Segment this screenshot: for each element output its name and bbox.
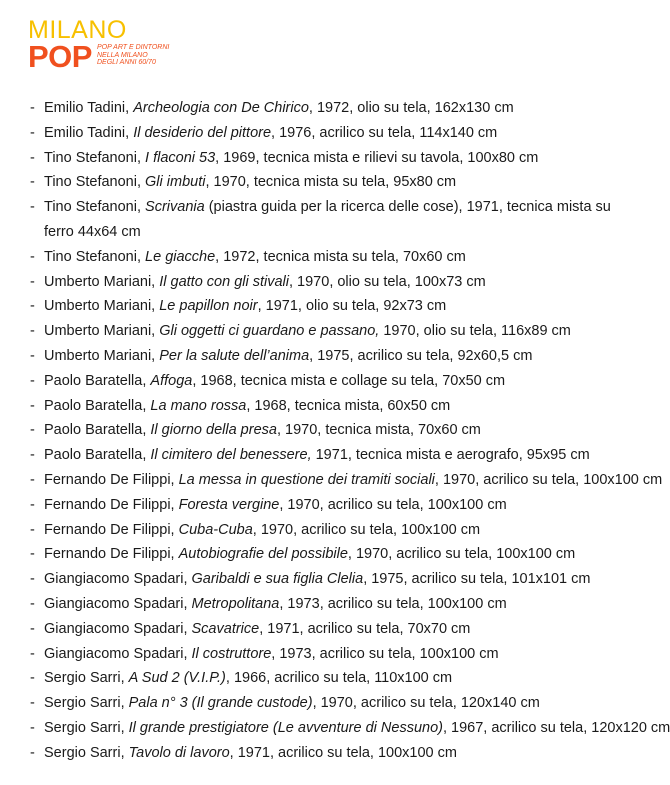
artwork-list-item: - Fernando De Filippi, Autobiografie del possibile, 1970, acrilico su tela, 100x100 cm — [30, 542, 640, 567]
artist-name: Tino Stefanoni — [44, 199, 137, 216]
artwork-title: Gli oggetti ci guardano e passano, — [159, 323, 380, 340]
artwork-details: , 1973, acrilico su tela, 100x100 cm — [271, 645, 499, 662]
artwork-title: Le giacche — [145, 248, 216, 265]
artist-name: Giangiacomo Spadari — [44, 571, 184, 588]
artwork-title: Scavatrice — [191, 620, 260, 637]
logo-tagline-line: DEGLI ANNI 60/70 — [96, 59, 156, 66]
list-bullet: - — [30, 273, 35, 290]
artwork-list-item: - Paolo Baratella, Il giorno della presa, 1970, tecnica mista, 70x60 cm — [30, 418, 640, 443]
artwork-list-item: - Fernando De Filippi, Cuba-Cuba, 1970, acrilico su tela, 100x100 cm — [30, 518, 640, 543]
artworks-list — [30, 96, 670, 766]
artwork-list-item: - Fernando De Filippi, La messa in questione dei tramiti sociali, 1970, acrilico su tela, 100x100 cm — [30, 468, 640, 493]
artist-name: Umberto Mariani — [44, 298, 152, 315]
artwork-list-item: - Paolo Baratella, La mano rossa, 1968, tecnica mista, 60x50 cm — [30, 394, 640, 419]
artwork-details: , 1976, acrilico su tela, 114x140 cm — [271, 124, 498, 141]
artwork-title: Gli imbuti — [145, 174, 206, 191]
artwork-list-item: - Paolo Baratella, Il cimitero del benessere, 1971, tecnica mista e aerografo, 95x95 cm — [30, 443, 640, 468]
artwork-list-item: - Tino Stefanoni, Gli imbuti, 1970, tecnica mista su tela, 95x80 cm — [30, 170, 640, 195]
artist-name: Paolo Baratella — [44, 372, 143, 389]
artwork-details: , 1975, acrilico su tela, 101x101 cm — [363, 571, 591, 588]
artwork-details: , 1970, acrilico su tela, 100x100 cm — [279, 496, 507, 513]
list-bullet: - — [30, 645, 35, 662]
list-bullet: - — [30, 372, 35, 389]
artwork-title: La messa in questione dei tramiti sociali — [178, 471, 435, 488]
artwork-details: , 1972, tecnica mista su tela, 70x60 cm — [215, 248, 466, 265]
artwork-list-item: - Tino Stefanoni, Le giacche, 1972, tecnica mista su tela, 70x60 cm — [30, 245, 640, 270]
artwork-title: Il desiderio del pittore — [133, 124, 272, 141]
artwork-title: Le papillon noir — [159, 298, 258, 315]
artwork-title: A Sud 2 (V.I.P.) — [128, 670, 226, 687]
artwork-details: , 1970, olio su tela, 100x73 cm — [289, 273, 486, 290]
artist-name: Paolo Baratella — [44, 447, 143, 464]
artwork-details: , 1975, acrilico su tela, 92x60,5 cm — [309, 347, 533, 364]
artwork-list-item: - Umberto Mariani, Per la salute dell’anima, 1975, acrilico su tela, 92x60,5 cm — [30, 344, 640, 369]
artwork-title: Affoga — [150, 372, 193, 389]
artwork-list-item: - Giangiacomo Spadari, Il costruttore, 1973, acrilico su tela, 100x100 cm — [30, 642, 640, 667]
artwork-title: Il giorno della presa — [150, 422, 277, 439]
artist-name: Tino Stefanoni — [44, 174, 137, 191]
artist-name: Tino Stefanoni — [44, 149, 137, 166]
logo-tagline-line: NELLA MILANO — [96, 51, 148, 59]
artwork-list-item: - Paolo Baratella, Affoga, 1968, tecnica mista e collage su tela, 70x50 cm — [30, 369, 640, 394]
list-bullet: - — [30, 471, 35, 488]
artwork-title: Il costruttore — [191, 645, 272, 662]
artist-name: Sergio Sarri — [44, 670, 121, 687]
artwork-title: Il gatto con gli stivali — [159, 273, 289, 290]
artwork-details: , 1970, tecnica mista su tela, 95x80 cm — [205, 174, 457, 191]
artwork-list-item: - Umberto Mariani, Le papillon noir, 1971, olio su tela, 92x73 cm — [30, 294, 640, 319]
artwork-list-item: - Sergio Sarri, Il grande prestigiatore (Le avventure di Nessuno), 1967, acrilico su tela, 120x120 cm — [30, 716, 640, 741]
artwork-list-item: - Tino Stefanoni, I flaconi 53, 1969, tecnica mista e rilievi su tavola, 100x80 cm — [30, 146, 640, 171]
artist-name: Giangiacomo Spadari — [44, 645, 184, 662]
logo-tagline — [97, 44, 169, 67]
list-bullet: - — [30, 323, 35, 340]
list-bullet: - — [30, 546, 35, 563]
logo-row — [28, 39, 170, 74]
list-bullet: - — [30, 149, 35, 166]
artwork-details: , 1970, acrilico su tela, 100x100 cm — [434, 471, 663, 488]
artwork-list-item: - Giangiacomo Spadari, Garibaldi e sua figlia Clelia, 1975, acrilico su tela, 101x101 cm — [30, 567, 640, 592]
list-bullet: - — [30, 298, 35, 315]
artwork-title: Foresta vergine — [178, 496, 280, 513]
list-bullet: - — [30, 397, 35, 414]
artist-name: Emilio Tadini — [44, 124, 126, 141]
artist-name: Umberto Mariani — [44, 273, 152, 290]
artwork-details: , 1968, tecnica mista e collage su tela, 70x50 cm — [192, 372, 506, 389]
artwork-list-item: - Giangiacomo Spadari, Metropolitana, 1973, acrilico su tela, 100x100 cm — [30, 592, 640, 617]
artwork-details: 1970, olio su tela, 116x89 cm — [379, 323, 571, 340]
milano-pop-logo — [28, 16, 170, 74]
artist-name: Umberto Mariani — [44, 323, 152, 340]
artist-name: Sergio Sarri — [44, 719, 121, 736]
logo-milano-text: MILANO — [28, 16, 127, 44]
logo-pop-text: POP — [28, 39, 92, 74]
list-bullet: - — [30, 496, 35, 513]
artist-name: Tino Stefanoni — [44, 248, 137, 265]
artwork-details: , 1971, olio su tela, 92x73 cm — [257, 298, 447, 315]
artwork-title: Archeologia con De Chirico — [133, 100, 309, 116]
artist-name: Fernando De Filippi — [44, 546, 171, 563]
artwork-details: , 1970, acrilico su tela, 120x140 cm — [312, 695, 540, 712]
artwork-details: , 1970, acrilico su tela, 100x100 cm — [252, 521, 481, 538]
artist-name: Giangiacomo Spadari — [44, 595, 184, 612]
list-bullet: - — [30, 422, 35, 439]
artwork-list-item: - Sergio Sarri, Tavolo di lavoro, 1971, acrilico su tela, 100x100 cm — [30, 741, 640, 766]
list-bullet: - — [30, 199, 35, 216]
artwork-list-item: - Sergio Sarri, A Sud 2 (V.I.P.), 1966, acrilico su tela, 110x100 cm — [30, 666, 640, 691]
artwork-list-item: - Umberto Mariani, Il gatto con gli stivali, 1970, olio su tela, 100x73 cm — [30, 270, 640, 295]
artwork-details: , 1971, acrilico su tela, 70x70 cm — [259, 620, 471, 637]
artwork-details: , 1970, acrilico su tela, 100x100 cm — [347, 546, 576, 563]
artwork-list-item: - Emilio Tadini, Archeologia con De Chirico, 1972, olio su tela, 162x130 cm — [30, 96, 640, 121]
artwork-list-item: - Umberto Mariani, Gli oggetti ci guardano e passano, 1970, olio su tela, 116x89 cm — [30, 319, 640, 344]
list-bullet: - — [30, 595, 35, 612]
artist-name: Sergio Sarri — [44, 744, 121, 761]
artist-name: Fernando De Filippi — [44, 521, 171, 538]
list-bullet: - — [30, 174, 35, 191]
artist-name: Giangiacomo Spadari — [44, 620, 184, 637]
artwork-title: La mano rossa — [150, 397, 247, 414]
artwork-details: , 1966, acrilico su tela, 110x100 cm — [225, 670, 453, 687]
logo-tagline-line: POP ART E DINTORNI — [96, 44, 170, 51]
artwork-details: , 1969, tecnica mista e rilievi su tavola, 100x80 cm — [215, 149, 539, 166]
list-bullet: - — [30, 620, 35, 637]
list-bullet: - — [30, 248, 35, 265]
list-bullet: - — [30, 447, 35, 464]
artwork-details: , 1970, tecnica mista, 70x60 cm — [276, 422, 481, 439]
artwork-details: , 1972, olio su tela, 162x130 cm — [308, 100, 514, 116]
list-bullet: - — [30, 124, 35, 141]
list-bullet: - — [30, 670, 35, 687]
artwork-title: Scrivania — [145, 199, 205, 216]
artist-name: Umberto Mariani — [44, 347, 152, 364]
artwork-title: Il grande prestigiatore (Le avventure di Nessuno) — [128, 719, 443, 736]
artist-name: Sergio Sarri — [44, 695, 121, 712]
artist-name: Paolo Baratella — [44, 397, 143, 414]
list-bullet: - — [30, 571, 35, 588]
artwork-details: 1971, tecnica mista e aerografo, 95x95 cm — [311, 447, 590, 464]
artwork-details: , 1968, tecnica mista, 60x50 cm — [246, 397, 451, 414]
artwork-title: Tavolo di lavoro — [128, 744, 230, 761]
artwork-title: I flaconi 53 — [145, 149, 216, 166]
artwork-title: Cuba-Cuba — [178, 521, 253, 538]
artwork-title: Autobiografie del possibile — [178, 546, 348, 563]
artwork-details: , 1971, acrilico su tela, 100x100 cm — [229, 744, 457, 761]
artwork-list-item: - Sergio Sarri, Pala n° 3 (Il grande custode), 1970, acrilico su tela, 120x140 cm — [30, 691, 640, 716]
artist-name: Fernando De Filippi — [44, 496, 171, 513]
artist-name: Emilio Tadini — [44, 100, 126, 116]
artist-name: Paolo Baratella — [44, 422, 143, 439]
artwork-title: Pala n° 3 (Il grande custode) — [128, 695, 313, 712]
artist-name: Fernando De Filippi — [44, 471, 171, 488]
artwork-title: Per la salute dell’anima — [159, 347, 310, 364]
list-bullet: - — [30, 521, 35, 538]
artwork-details: , 1973, acrilico su tela, 100x100 cm — [279, 595, 507, 612]
artwork-list-item: - Tino Stefanoni, Scrivania (piastra guida per la ricerca delle cose), 1971, tecnica mista su ferro 44x64 cm — [30, 195, 640, 245]
list-bullet: - — [30, 100, 35, 116]
artwork-list-item: - Emilio Tadini, Il desiderio del pittore, 1976, acrilico su tela, 114x140 cm — [30, 121, 640, 146]
artwork-list-item: - Fernando De Filippi, Foresta vergine, 1970, acrilico su tela, 100x100 cm — [30, 493, 640, 518]
list-bullet: - — [30, 695, 35, 712]
list-bullet: - — [30, 347, 35, 364]
list-bullet: - — [30, 719, 35, 736]
artwork-title: Il cimitero del benessere, — [150, 447, 312, 464]
artwork-details: , 1967, acrilico su tela, 120x120 cm — [442, 719, 670, 736]
artwork-list-item: - Giangiacomo Spadari, Scavatrice, 1971, acrilico su tela, 70x70 cm — [30, 617, 640, 642]
artwork-title: Metropolitana — [191, 595, 280, 612]
artwork-details: (piastra guida per la ricerca delle cose), 1971, tecnica mista su ferro 44x64 cm — [44, 199, 611, 240]
artwork-title: Garibaldi e sua figlia Clelia — [191, 571, 364, 588]
list-bullet: - — [30, 744, 35, 761]
